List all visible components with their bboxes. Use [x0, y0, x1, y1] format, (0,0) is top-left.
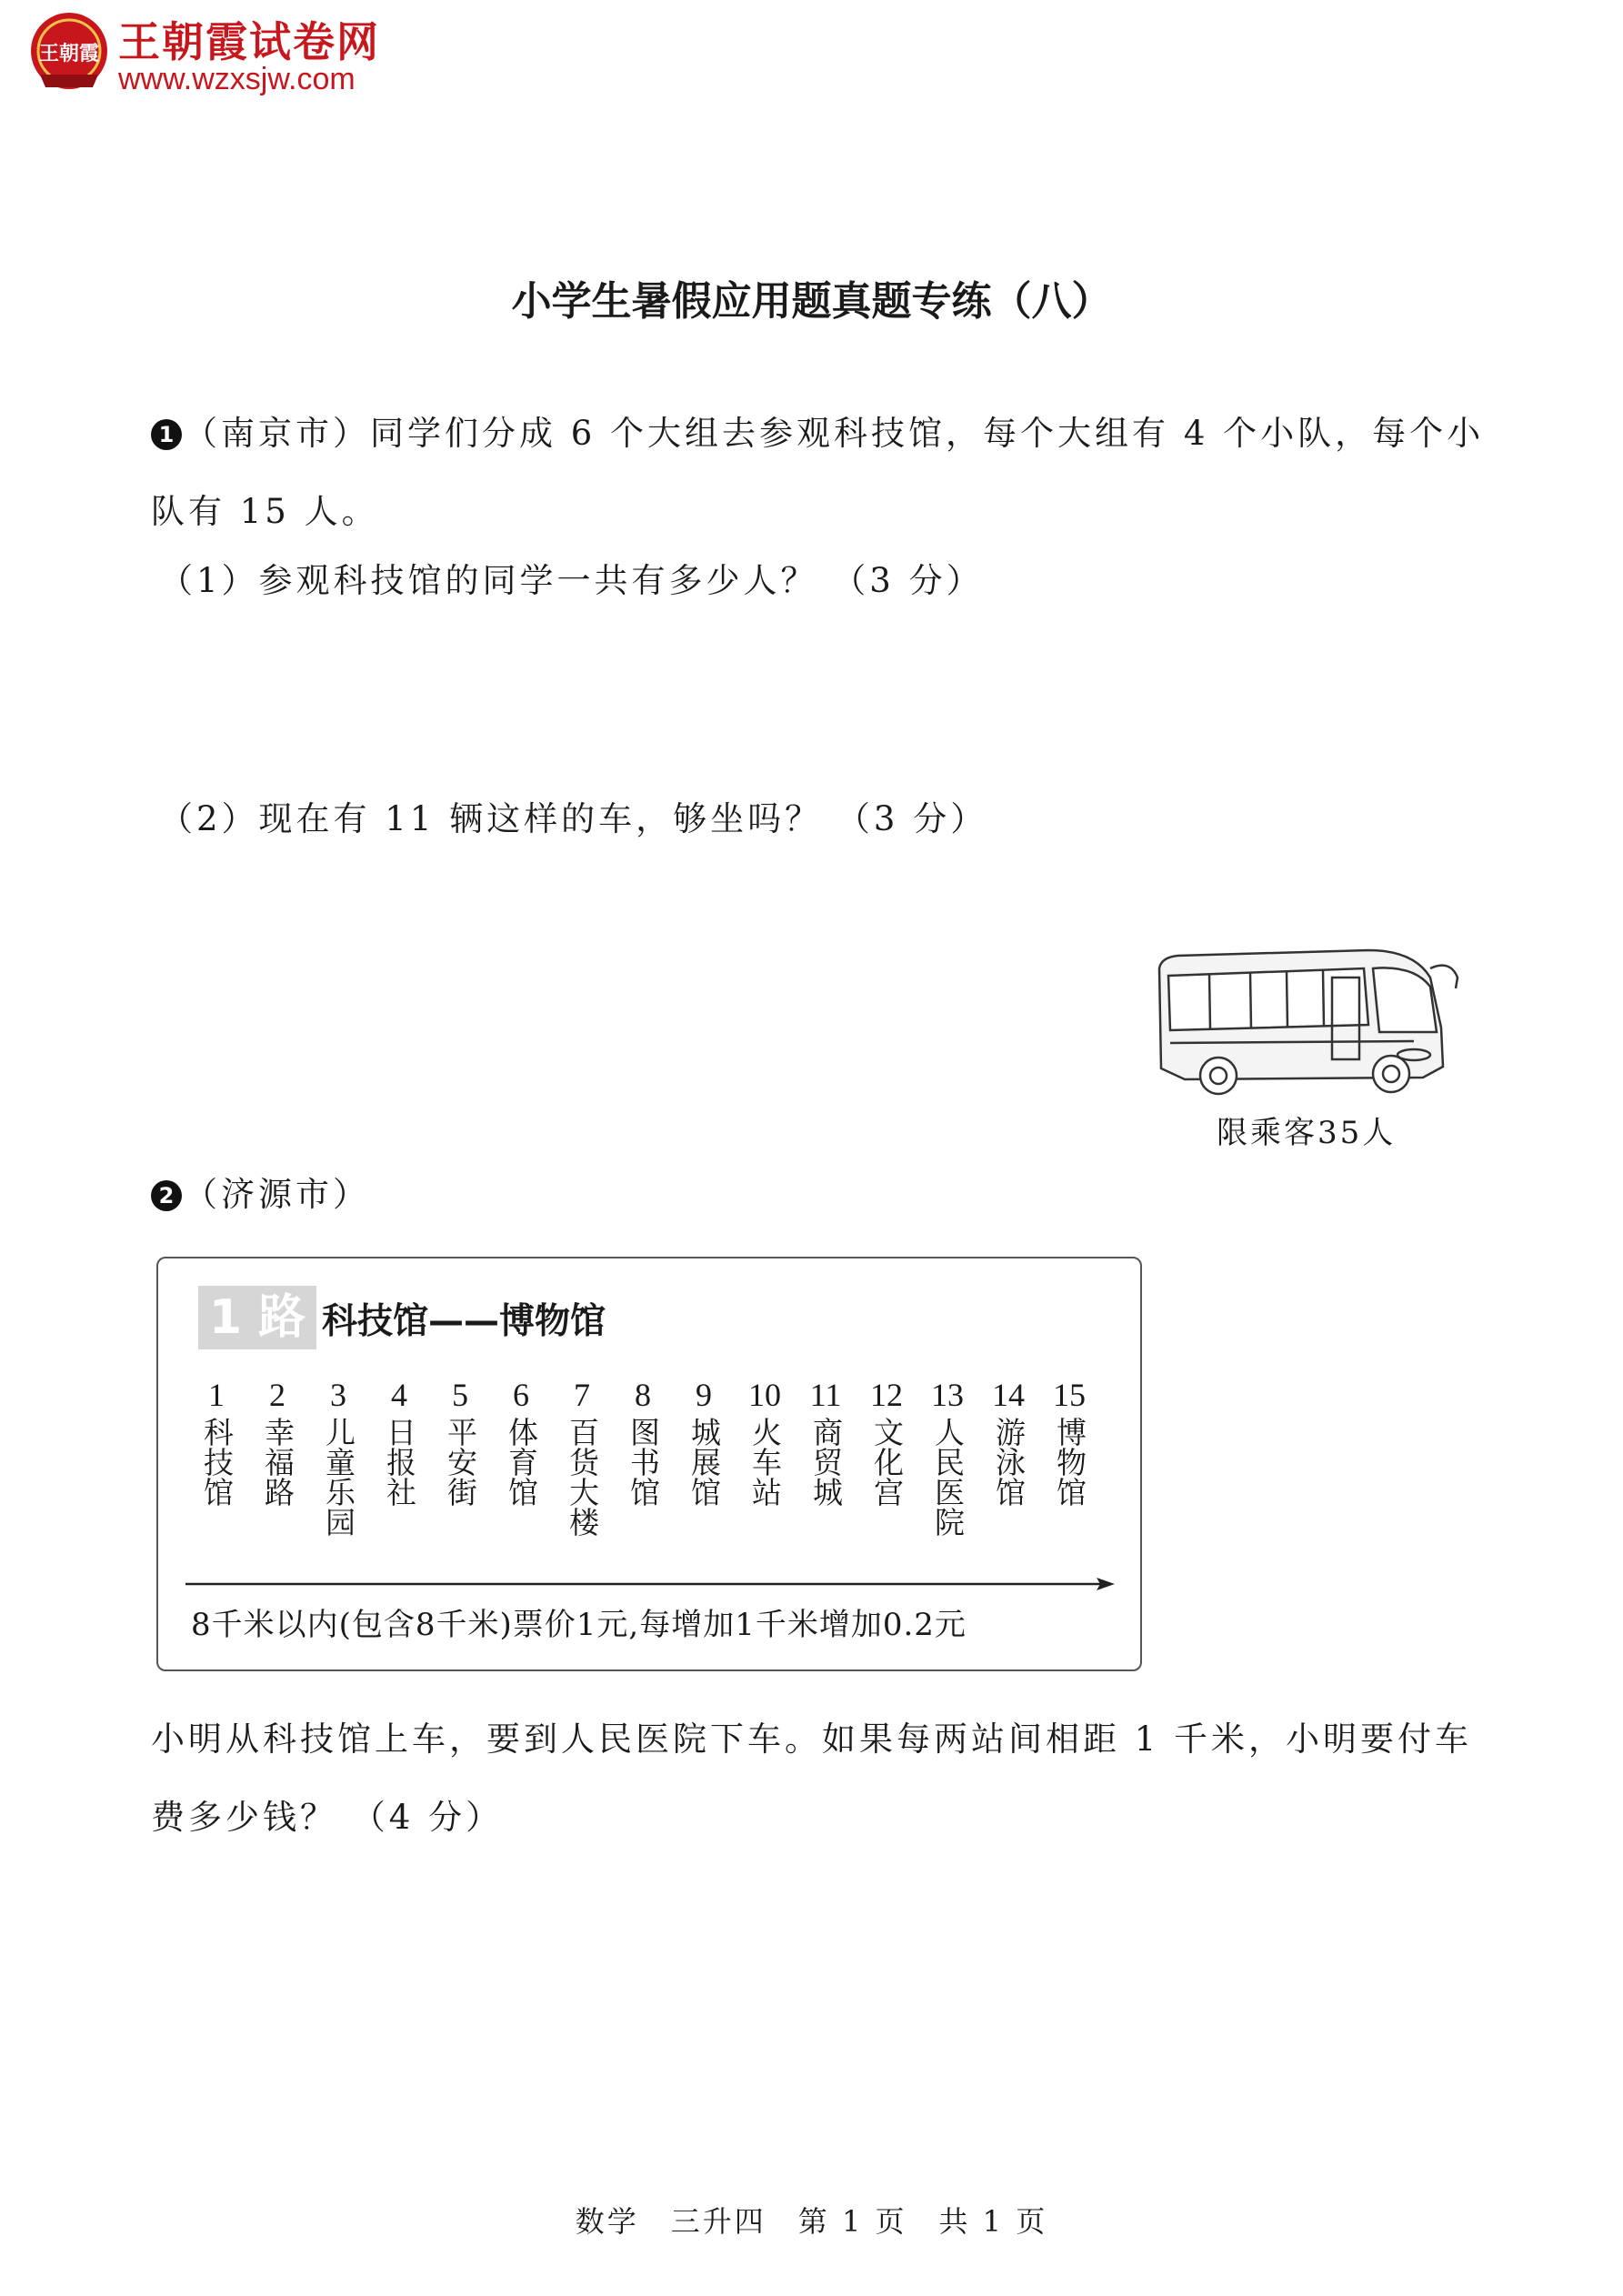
page-title: 小学生暑假应用题真题专练（八） [511, 278, 1112, 325]
route-name: 科技馆——博物馆 [322, 1301, 606, 1342]
stop-number: 3 [330, 1377, 346, 1413]
question-1-text: （南京市）同学们分成 6 个大组去参观科技馆，每个大组有 4 个小队，每个小队有 15 人。 [151, 414, 1485, 531]
question-number-badge: 1 [151, 419, 182, 450]
stop-name: 平安街 [443, 1417, 478, 1507]
stop-item [1044, 1375, 1095, 1507]
stop-item [678, 1375, 729, 1507]
bus-route-card [156, 1257, 1142, 1671]
stop-name: 文化宫 [869, 1417, 905, 1507]
stop-number: 11 [809, 1377, 842, 1413]
logo-emblem-icon [27, 11, 111, 95]
stop-name: 人民医院 [930, 1417, 966, 1537]
page-footer: 数学 三升四 第 1 页 共 1 页 [575, 2204, 1048, 2239]
question-1-part-2: （2）现在有 11 辆这样的车，够坐吗？ （3 分） [159, 799, 988, 838]
bus-illustration [1141, 941, 1478, 1105]
stop-number: 15 [1053, 1377, 1086, 1413]
stop-item [800, 1375, 851, 1507]
stop-item [922, 1375, 973, 1537]
stop-item [983, 1375, 1034, 1507]
stop-number: 9 [696, 1377, 712, 1413]
stop-number: 13 [931, 1377, 964, 1413]
logo [27, 11, 111, 95]
stop-number: 7 [574, 1377, 590, 1413]
stop-item [313, 1375, 364, 1537]
stop-item [191, 1375, 242, 1507]
stop-number: 8 [635, 1377, 651, 1413]
stop-name: 体育馆 [504, 1417, 539, 1507]
brand-name: 王朝霞试卷网 [118, 17, 380, 66]
stop-item [739, 1375, 790, 1507]
stop-name: 博物馆 [1052, 1417, 1087, 1507]
stop-name: 火车站 [747, 1417, 783, 1507]
stop-name: 幸福路 [260, 1417, 296, 1507]
stop-item [617, 1375, 668, 1507]
question-2-source: （济源市） [184, 1175, 370, 1214]
stop-name: 百货大楼 [565, 1417, 600, 1537]
route-direction-arrow-icon [185, 1575, 1117, 1593]
bus-caption: 限乘客35人 [1217, 1115, 1397, 1151]
stop-number: 5 [452, 1377, 468, 1413]
question-1-part-1: （1）参观科技馆的同学一共有多少人？ （3 分） [159, 561, 984, 600]
logo-text: 王朝霞 [38, 42, 100, 65]
brand-url[interactable]: www.wzxsjw.com [118, 62, 356, 96]
bus-icon [1141, 941, 1478, 1105]
stop-item [556, 1375, 607, 1537]
stop-number: 1 [208, 1377, 225, 1413]
stop-name: 日报社 [382, 1417, 417, 1507]
stop-number: 6 [513, 1377, 529, 1413]
stop-item [861, 1375, 912, 1507]
question-2-text: 小明从科技馆上车，要到人民医院下车。如果每两站间相距 1 千米，小明要付车费多少钱？ （4 分） [151, 1719, 1473, 1837]
route-badge: 1 路 [198, 1286, 316, 1349]
stop-name: 图书馆 [626, 1417, 661, 1507]
stop-number: 10 [748, 1377, 781, 1413]
stop-name: 科技馆 [199, 1417, 235, 1507]
stop-name: 儿童乐园 [321, 1417, 356, 1537]
question-number-badge: 2 [151, 1180, 182, 1211]
stop-number: 2 [269, 1377, 286, 1413]
question-1 [151, 395, 1497, 551]
stop-number: 4 [391, 1377, 407, 1413]
stop-item [252, 1375, 303, 1507]
stop-name: 游泳馆 [991, 1417, 1027, 1507]
stop-number: 14 [992, 1377, 1025, 1413]
stop-name: 商贸城 [808, 1417, 844, 1507]
stop-item [374, 1375, 425, 1507]
stop-item [496, 1375, 546, 1507]
stop-number: 12 [870, 1377, 903, 1413]
stop-item [435, 1375, 486, 1507]
question-2-header [151, 1167, 370, 1216]
stop-name: 城展馆 [686, 1417, 722, 1507]
fare-rule: 8千米以内(包含8千米)票价1元,每增加1千米增加0.2元 [191, 1607, 967, 1643]
